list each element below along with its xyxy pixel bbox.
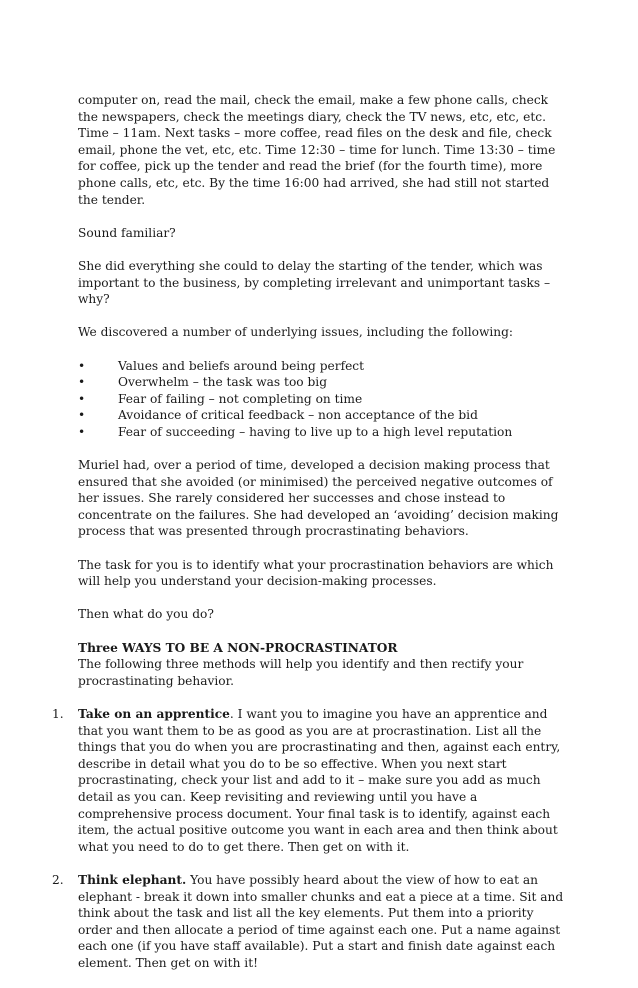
list-item-text: Fear of failing – not completing on time <box>118 391 363 406</box>
list-item <box>78 424 568 441</box>
method-number: 1. <box>52 706 64 721</box>
list-item-text: Values and beliefs around being perfect <box>118 358 365 373</box>
method-title: Think elephant. <box>78 872 187 887</box>
list-item-text: Overwhelm – the task was too big <box>118 375 327 390</box>
issues-list <box>78 358 568 441</box>
bullet-icon: • <box>78 424 86 439</box>
method-title: Take on an apprentice <box>78 706 230 721</box>
list-item <box>78 407 568 424</box>
method-text: . I want you to imagine you have an apprentice and that you want them to be as good as you are at procrastination. List all the things that you do when you are procrastinating and then, against each entry, describe in detail what you do to be so effective. When you next start procrastinating, check your list and add to it – make sure you add as much detail as you can. Keep revisiting and reviewing until you have a comprehensive process document. Your final task is to identify, against each item, the actual positive outcome you want in each area and then think about what you need to do to get there. Then get on with it. <box>78 706 561 854</box>
bullet-icon: • <box>78 391 86 406</box>
bullet-icon: • <box>78 375 86 390</box>
paragraph-daily-routine: computer on, read the mail, check the email, make a few phone calls, check the newspapers, check the meetings diary, check the TV news, etc, etc, etc. Time – 11am. Next tasks – more coffee, read files on the desk and file, check email, phone the vet, etc, etc. Time 12:30 – time for lunch. Time 13:30 – time for coffee, pick up the tender and read the brief (for the fourth time), more phone calls, etc, etc. By the time 16:00 had arrived, she had still not started the tender. <box>78 93 556 207</box>
bullet-icon: • <box>78 408 86 423</box>
paragraph-task: The task for you is to identify what your procrastination behaviors are which will help you understand your decision-making processes. <box>78 557 554 589</box>
paragraph-delay: She did everything she could to delay the starting of the tender, which was important to the business, by completing irrelevant and unimportant tasks – why? <box>78 258 551 307</box>
list-item-text: Fear of succeeding – having to live up to a high level reputation <box>118 424 513 439</box>
section-heading: Three WAYS TO BE A NON-PROCRASTINATOR <box>78 640 398 655</box>
document-body <box>52 92 568 988</box>
list-item <box>78 391 568 408</box>
method-text: You have possibly heard about the view of how to eat an elephant - break it down into smaller chunks and eat a piece at a time. Sit and think about the task and list all the key elements. Put them into a priority order and then allocate a period of time against each one. Put a name against each one (if you have staff available). Put a start and finish date against each element. Then get on with it! <box>78 872 564 970</box>
bullet-icon: • <box>78 358 86 373</box>
method-item <box>52 872 568 972</box>
methods-list <box>52 706 568 972</box>
paragraph-issues-intro: We discovered a number of underlying issues, including the following: <box>78 325 514 340</box>
method-item <box>52 706 568 855</box>
section-intro: The following three methods will help you identify and then rectify your procrastinating behavior. <box>78 657 524 688</box>
paragraph-sound-familiar: Sound familiar? <box>78 225 176 240</box>
list-item <box>78 358 568 375</box>
section-block <box>78 640 568 690</box>
list-item <box>78 374 568 391</box>
paragraph-then-what: Then what do you do? <box>78 607 214 622</box>
method-number: 2. <box>52 872 64 887</box>
list-item-text: Avoidance of critical feedback – non acceptance of the bid <box>118 408 478 423</box>
paragraph-muriel: Muriel had, over a period of time, developed a decision making process that ensured that she avoided (or minimised) the perceived negative outcomes of her issues. She rarely considered her successes and chose instead to concentrate on the failures. She had developed an ‘avoiding’ decision making process that was presented through procrastinating behaviors. <box>78 458 559 539</box>
